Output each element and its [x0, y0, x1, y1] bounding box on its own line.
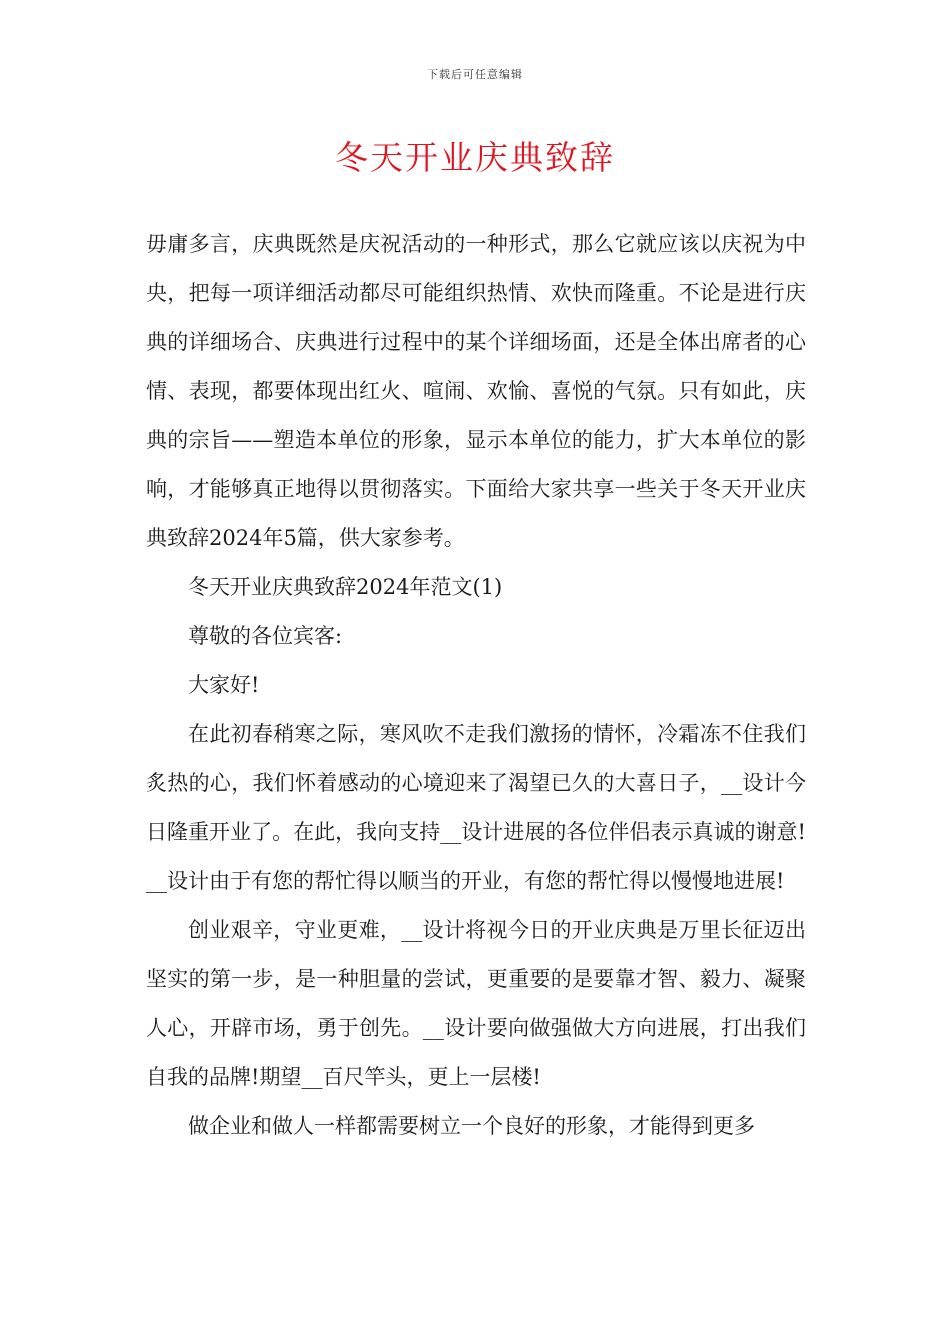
document-body — [146, 220, 806, 1151]
greeting: 大家好! — [188, 673, 260, 697]
page-header-note: 下载后可任意编辑 — [427, 68, 523, 81]
salutation: 尊敬的各位宾客: — [188, 624, 343, 648]
body-paragraph: 创业艰辛，守业更难，__设计将视今日的开业庆典是万里长征迈出坚实的第一步，是一种胆量的尝试，更重要的是要靠才智、毅力、凝聚人心，开辟市场，勇于创先。__设计要向做强做大方向进展，打出我们自我的品牌!期望__百尺竿头，更上一层楼! — [146, 918, 806, 1089]
document-title: 冬天开业庆典致辞 — [335, 138, 615, 177]
intro-paragraph: 毋庸多言，庆典既然是庆祝活动的一种形式，那么它就应该以庆祝为中央，把每一项详细活动都尽可能组织热情、欢快而隆重。不论是进行庆典的详细场合、庆典进行过程中的某个详细场面，还是全体出席者的心情、表现，都要体现出红火、喧闹、欢愉、喜悦的气氛。只有如此，庆典的宗旨——塑造本单位的形象，显示本单位的能力，扩大本单位的影响，才能够真正地得以贯彻落实。下面给大家共享一些关于冬天开业庆典致辞2024年5篇，供大家参考。 — [146, 232, 806, 550]
body-paragraph: 做企业和做人一样都需要树立一个良好的形象，才能得到更多 — [188, 1114, 755, 1138]
section-heading: 冬天开业庆典致辞2024年范文(1) — [188, 575, 503, 599]
body-paragraph: 在此初春稍寒之际，寒风吹不走我们激扬的情怀，冷霜冻不住我们炙热的心，我们怀着感动的心境迎来了渴望已久的大喜日子，__设计今日隆重开业了。在此，我向支持__设计进展的各位伴侣表示真诚的谢意!__设计由于有您的帮忙得以顺当的开业，有您的帮忙得以慢慢地进展! — [146, 722, 806, 893]
